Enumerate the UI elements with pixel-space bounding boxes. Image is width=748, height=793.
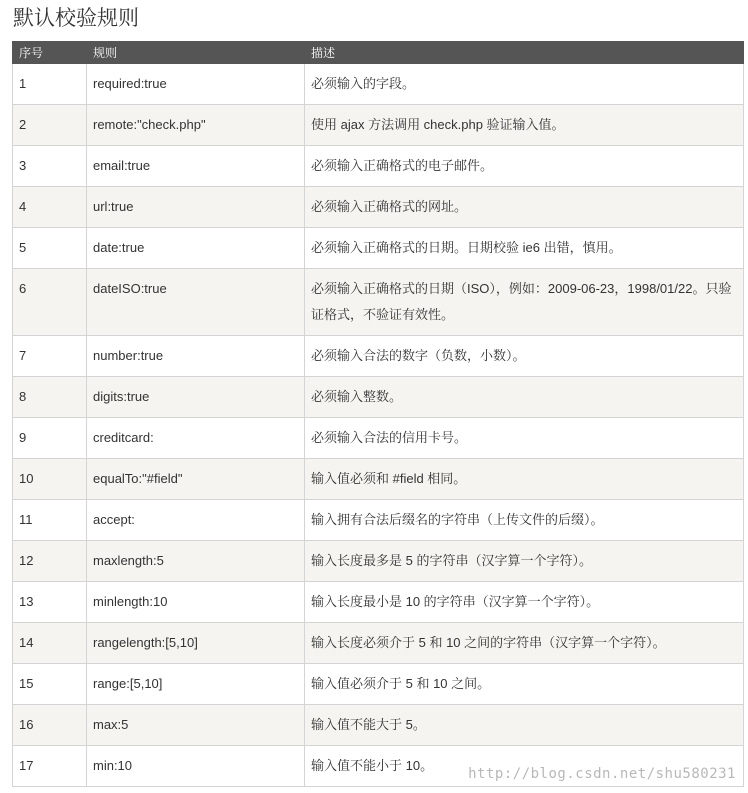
cell-index: 17 xyxy=(13,746,87,787)
cell-index: 2 xyxy=(13,105,87,146)
watermark-url: http://blog.csdn.net/shu580231 xyxy=(468,766,736,782)
cell-rule: equalTo:"#field" xyxy=(87,459,305,500)
table-header xyxy=(13,42,744,64)
cell-description: 必须输入正确格式的网址。 xyxy=(305,187,744,228)
cell-description: 输入拥有合法后缀名的字符串（上传文件的后缀）。 xyxy=(305,500,744,541)
cell-rule: rangelength:[5,10] xyxy=(87,623,305,664)
table-row xyxy=(13,228,744,269)
table-row xyxy=(13,705,744,746)
cell-description: 使用 ajax 方法调用 check.php 验证输入值。 xyxy=(305,105,744,146)
header-index: 序号 xyxy=(13,42,87,64)
cell-index: 10 xyxy=(13,459,87,500)
page-title: 默认校验规则 xyxy=(13,7,139,30)
header-row xyxy=(13,42,744,64)
cell-index: 7 xyxy=(13,336,87,377)
rules-table xyxy=(12,41,744,787)
table-row xyxy=(13,623,744,664)
cell-rule: minlength:10 xyxy=(87,582,305,623)
cell-rule: email:true xyxy=(87,146,305,187)
cell-rule: date:true xyxy=(87,228,305,269)
cell-description: 输入值必须和 #field 相同。 xyxy=(305,459,744,500)
table-row xyxy=(13,418,744,459)
cell-index: 12 xyxy=(13,541,87,582)
cell-description: 输入值不能小于 10。 xyxy=(305,746,744,787)
cell-index: 9 xyxy=(13,418,87,459)
cell-description: 必须输入合法的信用卡号。 xyxy=(305,418,744,459)
table-row xyxy=(13,500,744,541)
cell-rule: required:true xyxy=(87,64,305,105)
cell-description: 必须输入的字段。 xyxy=(305,64,744,105)
cell-rule: maxlength:5 xyxy=(87,541,305,582)
cell-rule: max:5 xyxy=(87,705,305,746)
header-description: 描述 xyxy=(305,42,744,64)
cell-rule: remote:"check.php" xyxy=(87,105,305,146)
table-row xyxy=(13,105,744,146)
cell-description: 输入长度最小是 10 的字符串（汉字算一个字符）。 xyxy=(305,582,744,623)
cell-index: 8 xyxy=(13,377,87,418)
table-row xyxy=(13,582,744,623)
cell-index: 16 xyxy=(13,705,87,746)
cell-description: 输入长度最多是 5 的字符串（汉字算一个字符）。 xyxy=(305,541,744,582)
cell-rule: creditcard: xyxy=(87,418,305,459)
cell-rule: number:true xyxy=(87,336,305,377)
cell-description: 必须输入正确格式的日期。日期校验 ie6 出错，慎用。 xyxy=(305,228,744,269)
cell-index: 13 xyxy=(13,582,87,623)
table-row xyxy=(13,64,744,105)
table-row xyxy=(13,459,744,500)
cell-index: 14 xyxy=(13,623,87,664)
cell-description: 必须输入正确格式的电子邮件。 xyxy=(305,146,744,187)
table-row xyxy=(13,336,744,377)
header-rule: 规则 xyxy=(87,42,305,64)
table-row xyxy=(13,541,744,582)
cell-rule: dateISO:true xyxy=(87,269,305,336)
table-body xyxy=(13,64,744,787)
cell-description: 输入值必须介于 5 和 10 之间。 xyxy=(305,664,744,705)
cell-index: 6 xyxy=(13,269,87,336)
table-row xyxy=(13,146,744,187)
cell-rule: range:[5,10] xyxy=(87,664,305,705)
cell-rule: url:true xyxy=(87,187,305,228)
cell-index: 5 xyxy=(13,228,87,269)
cell-description: 必须输入正确格式的日期（ISO），例如：2009-06-23，1998/01/22。只验证格式，不验证有效性。 xyxy=(305,269,744,336)
cell-description: 输入值不能大于 5。 xyxy=(305,705,744,746)
cell-rule: digits:true xyxy=(87,377,305,418)
table-row xyxy=(13,377,744,418)
cell-rule: min:10 xyxy=(87,746,305,787)
cell-index: 11 xyxy=(13,500,87,541)
table-row xyxy=(13,269,744,336)
cell-index: 15 xyxy=(13,664,87,705)
table-row xyxy=(13,664,744,705)
table-row xyxy=(13,187,744,228)
cell-index: 3 xyxy=(13,146,87,187)
cell-index: 1 xyxy=(13,64,87,105)
cell-description: 必须输入整数。 xyxy=(305,377,744,418)
cell-index: 4 xyxy=(13,187,87,228)
cell-rule: accept: xyxy=(87,500,305,541)
cell-description: 必须输入合法的数字（负数，小数）。 xyxy=(305,336,744,377)
cell-description: 输入长度必须介于 5 和 10 之间的字符串（汉字算一个字符）。 xyxy=(305,623,744,664)
